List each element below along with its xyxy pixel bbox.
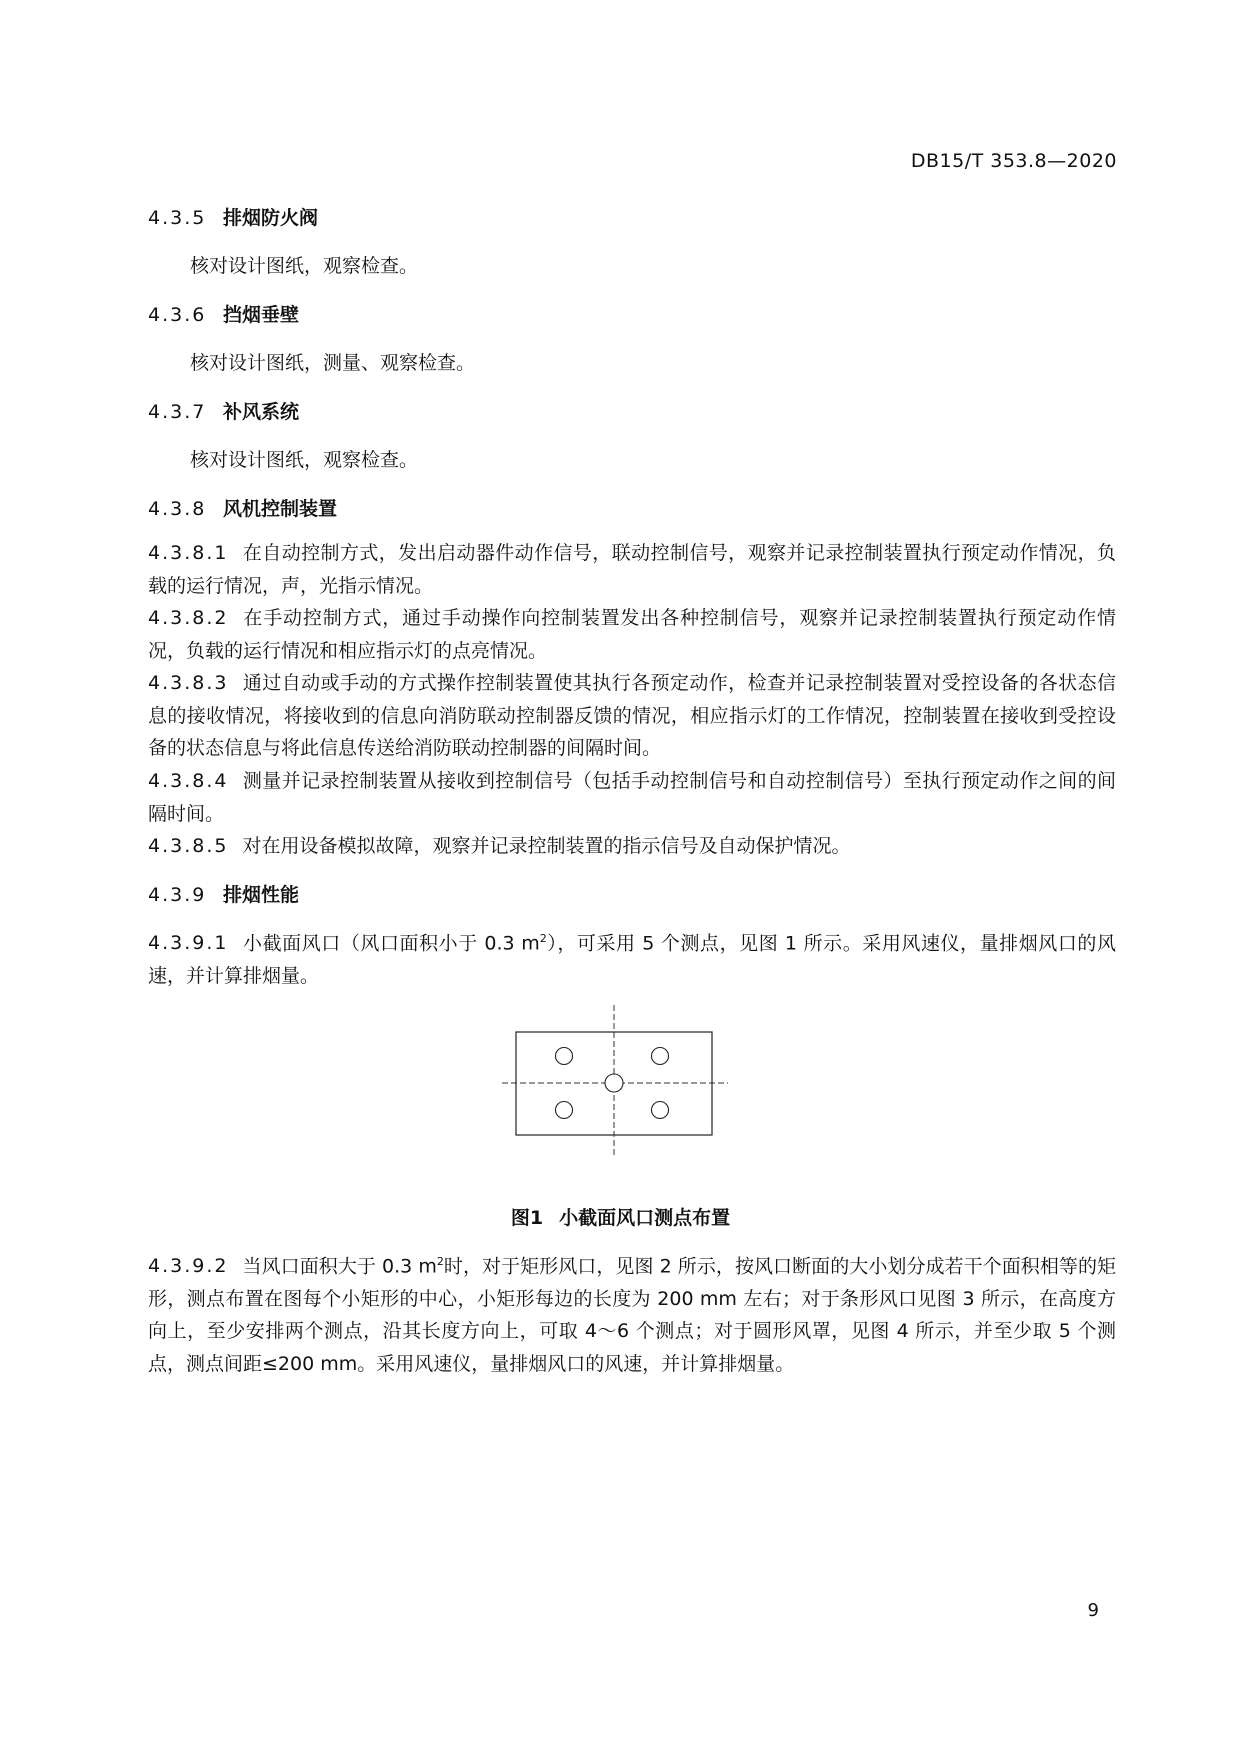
section-heading-4-3-7 (148, 397, 299, 424)
section-number: 4.3.6 (148, 304, 207, 326)
section-body-4-3-7: 核对设计图纸，观察检查。 (190, 449, 419, 471)
measure-point-center (605, 1074, 623, 1092)
figure-title: 小截面风口测点布置 (559, 1207, 731, 1229)
superscript: 2 (436, 1255, 444, 1268)
measure-point-top-right (652, 1048, 669, 1065)
section-title: 挡烟垂壁 (223, 304, 300, 326)
clause-4-3-9-2 (148, 1246, 1116, 1380)
figure-1-caption (0, 1203, 1241, 1230)
clause-text: 通过自动或手动的方式操作控制装置使其执行各预定动作，检查并记录控制装置对受控设备的各状态信息的接收情况，将接收到的信息向消防联动控制器反馈的情况，相应指示灯的工作情况，控制装置在接收到受控设备的状态信息与将此信息传送给消防联动控制器的间隔时间。 (148, 672, 1116, 759)
section-number: 4.3.8 (148, 498, 207, 520)
clause-4-3-8-1 (148, 537, 1116, 602)
clause-4-3-9-1 (148, 923, 1116, 992)
clause-4-3-8-2 (148, 602, 1116, 667)
section-title: 排烟防火阀 (223, 207, 319, 229)
clause-text: 对在用设备模拟故障，观察并记录控制装置的指示信号及自动保护情况。 (242, 835, 851, 857)
clause-number: 4.3.9.1 (148, 932, 229, 955)
standard-code: DB15/T 353.8—2020 (910, 150, 1117, 172)
section-heading-4-3-5 (148, 203, 318, 230)
clause-number: 4.3.8.1 (148, 542, 229, 564)
section-title: 补风系统 (223, 401, 300, 423)
figure-1-diagram (490, 1005, 740, 1165)
clause-text: 测量并记录控制装置从接收到控制信号（包括手动控制信号和自动控制信号）至执行预定动作之间的间隔时间。 (148, 770, 1116, 825)
clause-text: 在自动控制方式，发出启动器件动作信号，联动控制信号，观察并记录控制装置执行预定动作情况，负载的运行情况，声，光指示情况。 (148, 542, 1116, 597)
clause-4-3-8-3 (148, 667, 1116, 765)
measure-point-bottom-right (652, 1102, 669, 1119)
clause-text: 小截面风口（风口面积小于 0.3 m (242, 932, 540, 955)
clause-4-3-8-4 (148, 765, 1116, 830)
clause-number: 4.3.8.4 (148, 770, 229, 792)
clause-text: 当风口面积大于 0.3 m (242, 1255, 437, 1278)
figure-label: 图1 (510, 1207, 544, 1229)
clause-number: 4.3.8.5 (148, 835, 229, 857)
section-heading-4-3-6 (148, 300, 299, 327)
clause-text-cont: 时，对于矩形风口，见图 2 所示，按风口断面的大小划分成若干个面积相等的矩形，测点布置在图每个小矩形的中心，小矩形每边的长度为 200 mm 左右；对于条形风口见图 3 所示，在高度方向上，至少安排两个测点，沿其长度方向上，可取 4～6 个测点；对于圆形风罩，见图 4 所示，并至少取 5 个测点，测点间距≤200 mm。采用风速仪，量排烟风口的风速，并计算排烟量。 (148, 1255, 1116, 1375)
section-number: 4.3.9 (148, 884, 207, 906)
section-body-4-3-5: 核对设计图纸，观察检查。 (190, 255, 419, 277)
clause-text-cont: ），可采用 5 个测点，见图 1 所示。采用风速仪，量排烟风口的风速，并计算排烟量。 (148, 932, 1116, 987)
section-heading-4-3-8 (148, 494, 337, 521)
page-number: 9 (1087, 1600, 1099, 1621)
section-title: 排烟性能 (223, 884, 300, 906)
section-number: 4.3.7 (148, 401, 207, 423)
section-body-4-3-6: 核对设计图纸，测量、观察检查。 (190, 352, 476, 374)
clause-4-3-8-5 (148, 830, 1116, 863)
section-heading-4-3-9 (148, 880, 299, 907)
clause-number: 4.3.9.2 (148, 1255, 229, 1278)
measure-point-top-left (556, 1048, 573, 1065)
section-title: 风机控制装置 (223, 498, 338, 520)
clause-number: 4.3.8.3 (148, 672, 229, 694)
clause-number: 4.3.8.2 (148, 607, 229, 629)
clause-text: 在手动控制方式，通过手动操作向控制装置发出各种控制信号，观察并记录控制装置执行预定动作情况，负载的运行情况和相应指示灯的点亮情况。 (148, 607, 1116, 662)
superscript: 2 (539, 932, 547, 945)
measure-point-bottom-left (556, 1102, 573, 1119)
section-number: 4.3.5 (148, 207, 207, 229)
